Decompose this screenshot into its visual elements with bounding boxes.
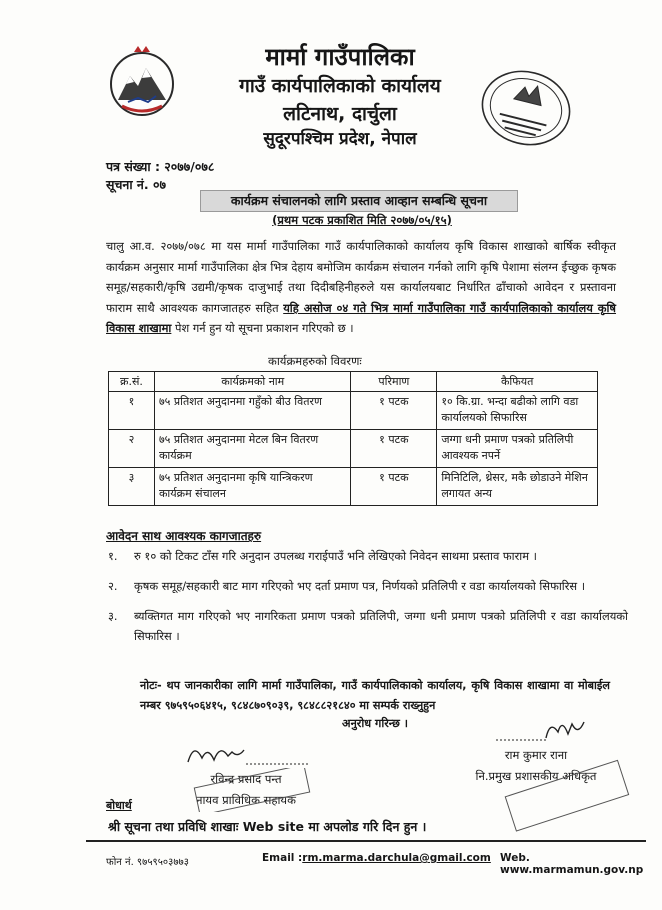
- required-documents-heading: आवेदन साथ आवश्यक कागजातहरु: [106, 529, 262, 543]
- row-program-name: ७५ प्रतिशत अनुदानमा गहुँको बीउ वितरण: [154, 392, 351, 430]
- cc-label: बोधार्थ: [106, 799, 132, 812]
- table-row: [109, 468, 598, 506]
- list-item-number: १.: [108, 549, 118, 563]
- row-program-name: ७५ प्रतिशत अनुदानमा कृषि यान्त्रिकरण कार्यक्रम संचालन: [154, 468, 351, 506]
- list-item-text: ब्यक्तिगत माग गरिएको भए नागरिकता प्रमाण पत्रको प्रतिलिपी, जग्गा धनी प्रमाण पत्रको प्रतिलिपी र वडा कार्यालयको सिफारिस ।: [134, 609, 628, 643]
- required-documents-list: [108, 546, 628, 656]
- row-quantity: १ पटक: [351, 468, 437, 506]
- list-item-number: २.: [108, 579, 118, 593]
- handwritten-signature-right: [446, 714, 626, 744]
- signatory-name-left: रविन्द्र प्रसाद पन्त: [210, 772, 282, 786]
- row-remarks: जग्गा धनी प्रमाण पत्रको प्रतिलिपी आवश्यक नपर्ने: [437, 430, 598, 468]
- footer-email-label: Email :: [262, 852, 303, 864]
- body-text-part1: चालु आ.व. २०७७/०७८ मा यस मार्मा गाउँपालिका गाउँ कार्यपालिकाको कार्यालय कृषि विकास शाखाको बार्षिक स्वीकृत कार्यक्रम अनुसार मार्मा गाउँपालिका क्षेत्र भित्र देहाय बमोजिम कार्यक्रम संचालन गर्नको लागि कृषि पेशामा संलग्न ईच्छुक कृषक समूह/सहकारी/कृषि उद्यमी/कृषक दाजुभाई तथा दिदीबहिनीहरुले यस कार्यालयबाट निर्धारित ढाँचाको आवेदन र प्रस्तावना फाराम साथै आवश्यक कागजातहरु सहित: [106, 239, 616, 315]
- row-program-name: ७५ प्रतिशत अनुदानमा मेटल बिन वितरण कार्यक्रम: [154, 430, 351, 468]
- signatory-title-right: नि.प्रमुख प्रशासकीय अधिकृत: [475, 769, 597, 783]
- table-caption: कार्यक्रमहरुको विवरणः: [268, 354, 362, 368]
- notice-number: सूचना नं. ०७: [106, 177, 166, 192]
- table-header-row: [109, 372, 598, 392]
- row-quantity: १ पटक: [351, 392, 437, 430]
- row-quantity: १ पटक: [351, 430, 437, 468]
- signatory-name-right: राम कुमार राना: [504, 748, 568, 762]
- deadline-highlight: यहि असोज ०४ गते भित्र मार्मा गाउँपालिका गाउँ कार्यपालिकाको कार्यालय कृषि विकास शाखामा: [106, 300, 617, 336]
- list-item-text: रु १० को टिकट टाँस गरि अनुदान उपलब्ध गराईपाउँ भनि लेखिएको निवेदन साथमा प्रस्ताव फाराम ।: [134, 549, 537, 563]
- header-serial: क्र.सं.: [109, 372, 155, 392]
- row-serial: २: [109, 430, 155, 468]
- header-quantity: परिमाण: [351, 372, 437, 392]
- list-item: [108, 606, 628, 646]
- handwritten-signature-left: [158, 738, 334, 768]
- list-item-text: कृषक समूह/सहकारी बाट माग गरिएको भए दर्ता प्रमाण पत्र, निर्णयको प्रतिलिपी र वडा कार्यालयको सिफारिस ।: [134, 579, 586, 593]
- note-closing: अनुरोध गरिन्छ ।: [342, 717, 408, 730]
- office-name: गाउँ कार्यपालिकाको कार्यालय: [239, 75, 441, 97]
- notice-title: कार्यक्रम संचालनको लागि प्रस्ताव आव्हान सम्बन्धि सूचना: [200, 190, 518, 212]
- nepal-emblem-logo: [108, 44, 176, 118]
- province-name: सुदूरपश्चिम प्रदेश, नेपाल: [263, 129, 417, 149]
- list-item: [108, 576, 628, 596]
- body-text-part2: पेश गर्न हुन यो सूचना प्रकाशन गरिएको छ ।: [171, 321, 354, 336]
- row-serial: १: [109, 392, 155, 430]
- municipality-name: मार्मा गाउँपालिका: [265, 43, 415, 71]
- notice-body: [106, 236, 616, 339]
- footer-email-link[interactable]: rm.marma.darchula@gmail.com: [302, 852, 491, 864]
- header-remarks: कैफियत: [437, 372, 598, 392]
- footer-phone: फोन नं. ९७५९५०३७७३: [106, 857, 189, 868]
- signatory-title-left: नायव प्राविधिक सहायक: [196, 793, 296, 807]
- list-item: [108, 546, 628, 566]
- publication-date: (प्रथम पटक प्रकाशित मिति २०७७/०५/१५): [272, 213, 452, 227]
- header-program-name: कार्यक्रमको नाम: [154, 372, 351, 392]
- row-remarks: मिनिटिलि, थ्रेसर, मकै छोडाउने मेशिन लगायत अन्य: [437, 468, 598, 506]
- cc-text: श्री सूचना तथा प्रविधि शाखाः Web site मा अपलोड गरि दिन हुन ।: [108, 819, 427, 834]
- table-row: [109, 430, 598, 468]
- office-location: लटिनाथ, दार्चुला: [283, 103, 397, 125]
- row-serial: ३: [109, 468, 155, 506]
- footer-email: [262, 852, 491, 864]
- list-item-number: ३.: [108, 609, 118, 623]
- footer-website[interactable]: Web. www.marmamun.gov.np: [500, 852, 644, 876]
- row-remarks: १० कि.ग्रा. भन्दा बढीको लागि वडा कार्यालयको सिफारिस: [437, 392, 598, 430]
- letter-number: पत्र संख्या : २०७७/०७८: [106, 159, 215, 174]
- rubber-stamp-left: [188, 768, 316, 812]
- rubber-stamp-right: [498, 756, 634, 836]
- programs-table: [108, 371, 598, 506]
- table-row: [109, 392, 598, 430]
- office-round-stamp: [472, 62, 580, 154]
- contact-note: नोटः- थप जानकारीका लागि मार्मा गाउँपालिका, गाउँ कार्यपालिकाको कार्यालय, कृषि विकास शाखामा वा मोबाईल नम्बर ९७५९५०६४१५, ९८४८७०९०३९, ९८४८८२१८४० मा सम्पर्क राख्नुहुन: [140, 679, 610, 712]
- footer-divider: [86, 840, 646, 842]
